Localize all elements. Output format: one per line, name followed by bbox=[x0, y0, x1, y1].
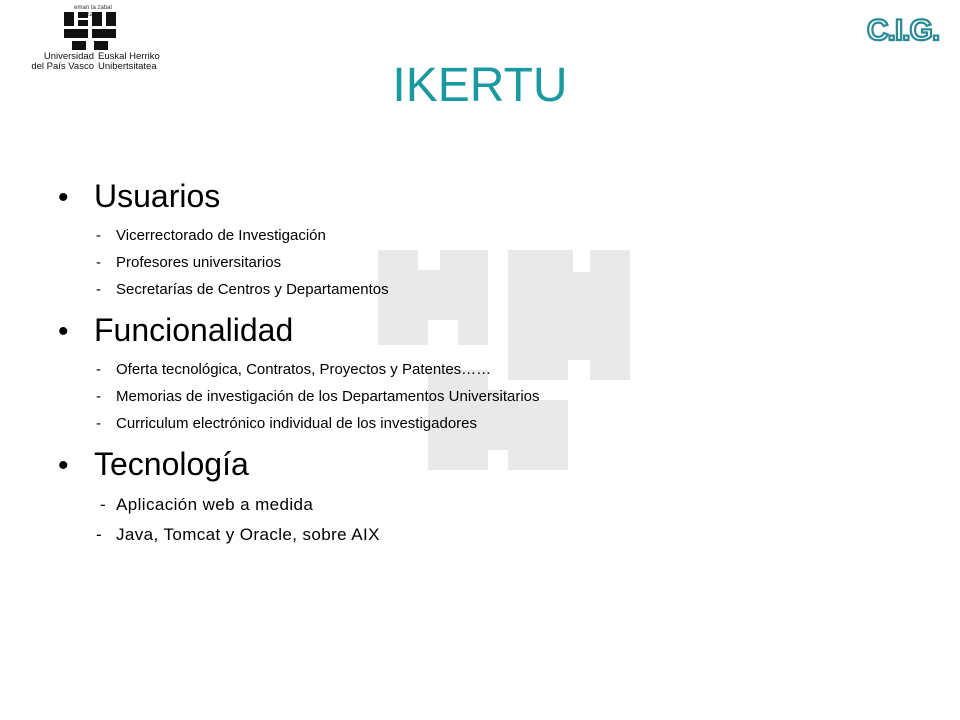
section-heading: Tecnología bbox=[94, 446, 249, 482]
list-item: - Profesores universitarios bbox=[96, 254, 282, 271]
university-name-es-line2: del País Vasco bbox=[31, 61, 94, 72]
bullet: • bbox=[58, 315, 69, 348]
list-item: - Vicerrectorado de Investigación bbox=[96, 227, 326, 244]
page-title: IKERTU bbox=[392, 59, 568, 112]
list-item: - Curriculum electrónico individual de los investigadores bbox=[96, 415, 478, 432]
list-item: - Java, Tomcat y Oracle, sobre AIX bbox=[96, 525, 380, 544]
section-tecnologia bbox=[58, 446, 380, 550]
university-name-eu-line2: Unibertsitatea bbox=[98, 61, 157, 72]
section-funcionalidad bbox=[58, 312, 540, 437]
university-emblem-icon bbox=[64, 12, 116, 50]
university-name-eu-line1: Euskal Herriko bbox=[98, 51, 160, 62]
section-heading: Funcionalidad bbox=[94, 312, 294, 348]
bullet: • bbox=[58, 449, 69, 482]
list-item: - Memorias de investigación de los Departamentos Universitarios bbox=[96, 388, 540, 405]
cig-logo bbox=[866, 10, 940, 50]
list-item: - Oferta tecnológica, Contratos, Proyectos y Patentes…… bbox=[96, 361, 492, 378]
section-usuarios bbox=[58, 178, 389, 303]
logo-motto: eman ta zabal bbox=[74, 5, 112, 11]
svg-text:C.I.G.: C.I.G. bbox=[866, 14, 940, 47]
university-name-es-line1: Universidad bbox=[43, 51, 94, 62]
bullet: • bbox=[58, 181, 69, 214]
list-item: - Secretarías de Centros y Departamentos bbox=[96, 281, 389, 298]
section-heading: Usuarios bbox=[94, 178, 221, 214]
list-item: - Aplicación web a medida bbox=[100, 495, 314, 514]
